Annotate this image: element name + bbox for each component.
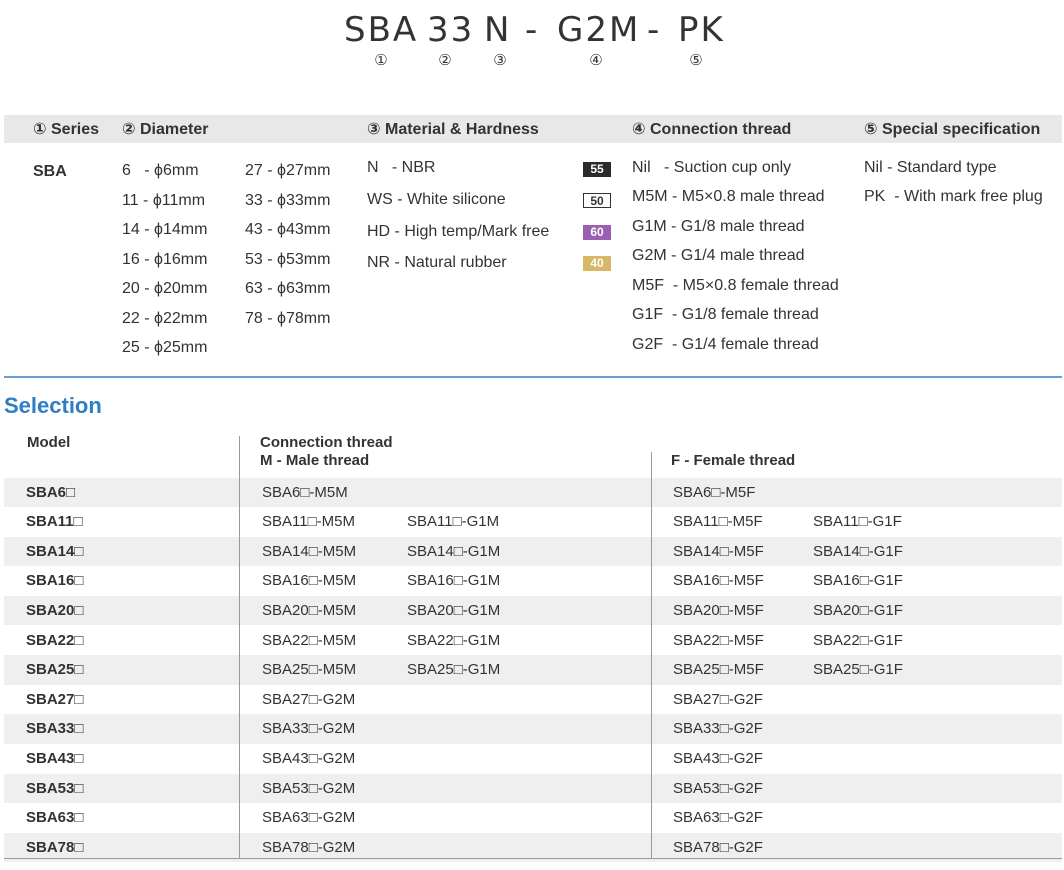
table-row [4,685,1062,715]
hardness-badge: 60 [583,225,611,240]
model-cell: SBA16□ [26,572,84,590]
male-thread-cell: SBA63□-G2M [262,809,356,827]
male-thread-cell: SBA11□-G1M [407,513,500,531]
material-label: N - NBR [367,159,436,176]
male-thread-cell: SBA14□-G1M [407,542,501,560]
table-row [4,803,1062,833]
col-header-male: M - Male thread [260,452,370,469]
female-thread-cell: SBA33□-G2F [673,720,763,738]
spec-header-thread: ④ Connection thread [632,121,792,138]
model-cell: SBA27□ [26,690,84,708]
female-thread-cell: SBA27□-G2F [673,690,763,708]
diameter-item: 43 - ϕ43mm [245,221,331,238]
section-divider [4,376,1062,378]
column-divider [651,452,652,858]
model-cell: SBA11□ [26,513,83,531]
table-row [4,537,1062,567]
male-thread-cell: SBA27□-G2M [262,690,356,708]
spec-header-special: ⑤ Special specification [864,121,1041,138]
code-special: PK [678,10,725,50]
code-thread: G2M [557,10,641,50]
female-thread-cell: SBA14□-M5F [673,542,764,560]
code-number: ② [438,52,452,69]
thread-item: G1F - G1/8 female thread [632,306,819,323]
code-number: ④ [589,52,603,69]
female-thread-cell: SBA16□-G1F [813,572,903,590]
col-header-connection: Connection thread [260,434,393,451]
hardness-badge: 50 [583,193,611,208]
code-dash: - [525,10,540,50]
female-thread-cell: SBA78□-G2F [673,838,763,856]
diameter-item: 27 - ϕ27mm [245,162,331,179]
female-thread-cell: SBA22□-M5F [673,631,764,649]
thread-item: M5M - M5×0.8 male thread [632,188,825,205]
diameter-item: 63 - ϕ63mm [245,280,331,297]
female-thread-cell: SBA14□-G1F [813,542,903,560]
male-thread-cell: SBA20□-M5M [262,601,357,619]
spec-header-diameter: ② Diameter [122,121,209,138]
female-thread-cell: SBA63□-G2F [673,809,763,827]
spec-header-material: ③ Material & Hardness [367,121,539,138]
male-thread-cell: SBA22□-G1M [407,631,501,649]
table-row [4,774,1062,804]
male-thread-cell: SBA11□-M5M [262,513,355,531]
col-header-female: F - Female thread [671,452,796,469]
diameter-item: 53 - ϕ53mm [245,251,331,268]
female-thread-cell: SBA25□-G1F [813,661,903,679]
col-header-model: Model [27,434,71,451]
table-row [4,626,1062,656]
code-number: ③ [493,52,507,69]
hardness-badge: 40 [583,256,611,271]
female-thread-cell: SBA22□-G1F [813,631,903,649]
diameter-item: 25 - ϕ25mm [122,339,208,356]
female-thread-cell: SBA53□-G2F [673,779,763,797]
table-row [4,566,1062,596]
material-label: HD - High temp/Mark free [367,223,550,240]
male-thread-cell: SBA43□-G2M [262,749,356,767]
male-thread-cell: SBA25□-M5M [262,661,357,679]
table-row [4,507,1062,537]
code-series: SBA [344,10,419,50]
female-thread-cell: SBA6□-M5F [673,483,756,501]
diameter-item: 78 - ϕ78mm [245,310,331,327]
female-thread-cell: SBA16□-M5F [673,572,764,590]
male-thread-cell: SBA16□-G1M [407,572,501,590]
material-label: WS - White silicone [367,191,506,208]
code-number: ① [374,52,388,69]
female-thread-cell: SBA11□-G1F [813,513,902,531]
diameter-item: 22 - ϕ22mm [122,310,208,327]
male-thread-cell: SBA14□-M5M [262,542,357,560]
table-row [4,744,1062,774]
model-cell: SBA6□ [26,483,76,501]
model-cell: SBA78□ [26,838,84,856]
female-thread-cell: SBA20□-G1F [813,601,903,619]
model-cell: SBA25□ [26,661,84,679]
female-thread-cell: SBA25□-M5F [673,661,764,679]
code-dash: - [647,10,662,50]
male-thread-cell: SBA16□-M5M [262,572,357,590]
male-thread-cell: SBA78□-G2M [262,838,356,856]
special-item: PK - With mark free plug [864,188,1043,205]
thread-item: G2M - G1/4 male thread [632,247,805,264]
diameter-item: 14 - ϕ14mm [122,221,208,238]
selection-title: Selection [4,393,102,418]
diameter-item: 6 - ϕ6mm [122,162,199,179]
thread-item: G2F - G1/4 female thread [632,336,819,353]
code-diameter: 33 [427,10,475,50]
female-thread-cell: SBA43□-G2F [673,749,763,767]
thread-item: G1M - G1/8 male thread [632,218,805,235]
male-thread-cell: SBA22□-M5M [262,631,357,649]
diameter-item: 11 - ϕ11mm [122,192,206,209]
model-cell: SBA14□ [26,542,84,560]
table-row [4,478,1062,508]
code-number: ⑤ [689,52,703,69]
table-row [4,655,1062,685]
diameter-item: 20 - ϕ20mm [122,280,208,297]
model-cell: SBA63□ [26,809,84,827]
table-bottom-line [4,858,1062,859]
table-row [4,596,1062,626]
model-cell: SBA33□ [26,720,84,738]
model-cell: SBA53□ [26,779,84,797]
code-material: N [484,10,512,50]
diameter-item: 16 - ϕ16mm [122,251,208,268]
male-thread-cell: SBA20□-G1M [407,601,501,619]
diameter-item: 33 - ϕ33mm [245,192,331,209]
male-thread-cell: SBA53□-G2M [262,779,356,797]
female-thread-cell: SBA11□-M5F [673,513,763,531]
male-thread-cell: SBA6□-M5M [262,483,348,501]
series-value: SBA [33,163,67,180]
spec-header-series: ① Series [33,121,100,138]
table-row [4,714,1062,744]
thread-item: Nil - Suction cup only [632,159,792,176]
male-thread-cell: SBA33□-G2M [262,720,356,738]
model-cell: SBA20□ [26,601,84,619]
hardness-badge: 55 [583,162,611,177]
model-cell: SBA43□ [26,749,84,767]
column-divider [239,436,240,858]
thread-item: M5F - M5×0.8 female thread [632,277,839,294]
male-thread-cell: SBA25□-G1M [407,661,501,679]
material-label: NR - Natural rubber [367,254,507,271]
special-item: Nil - Standard type [864,159,997,176]
model-cell: SBA22□ [26,631,84,649]
female-thread-cell: SBA20□-M5F [673,601,764,619]
